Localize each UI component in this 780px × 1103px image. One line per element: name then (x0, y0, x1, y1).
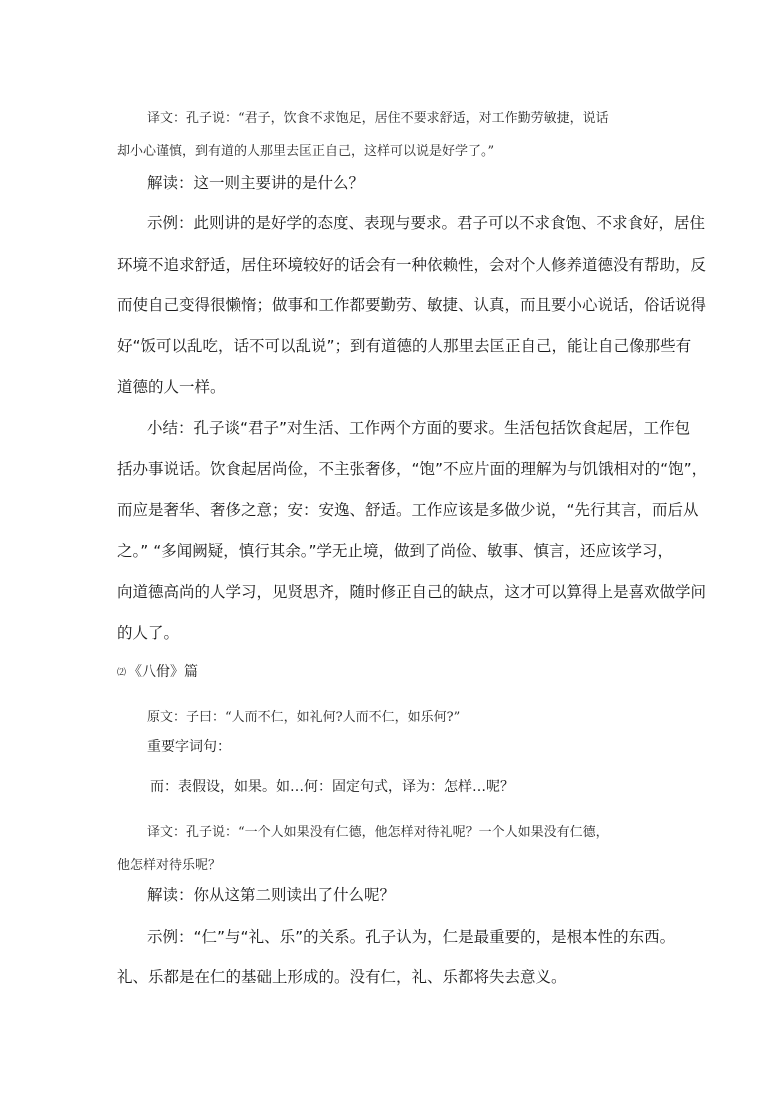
example-1-line-3: 而使自己变得很懒惰；做事和工作都要勤劳、敏捷、认真，而且要小心说话，俗话说得 (117, 296, 707, 314)
translation-1-line-2: 却小心谨慎，到有道的人那里去匡正自己，这样可以说是好学了。” (117, 144, 495, 159)
section-2-marker: ⑵ (117, 668, 127, 678)
example-1-line-5: 道德的人一样。 (117, 378, 226, 396)
summary-line-1: 小结：孔子谈“君子”对生活、工作两个方面的要求。生活包括饮食起居，工作包 (147, 419, 691, 437)
translation-2-line-1: 译文：孔子说：“一个人如果没有仁德，他怎样对待礼呢？一个人如果没有仁德， (147, 825, 609, 840)
summary-line-6: 的人了。 (117, 624, 180, 642)
translation-2-line-2: 他怎样对待乐呢？ (117, 858, 222, 873)
keywords-heading: 重要字词句： (147, 739, 231, 755)
example-2-line-2: 礼、乐都是在仁的基础上形成的。没有仁，礼、乐都将失去意义。 (117, 968, 567, 986)
translation-1-line-1: 译文：孔子说：“君子，饮食不求饱足，居住不要求舒适，对工作勤劳敏捷，说话 (147, 111, 609, 126)
summary-line-4: 之。” “多闻阙疑，慎行其余。”学无止境，做到了尚俭、敏事、慎言，还应该学习， (117, 542, 674, 560)
section-2-heading (117, 665, 198, 679)
example-1-line-1: 示例：此则讲的是好学的态度、表现与要求。君子可以不求食饱、不求食好，居住 (147, 214, 706, 232)
summary-line-5: 向道德高尚的人学习，见贤思齐，随时修正自己的缺点，这才可以算得上是喜欢做学问 (117, 583, 707, 601)
original-2-text: 原文：子曰：“人而不仁，如礼何?人而不仁，如乐何?” (147, 710, 461, 725)
summary-line-3: 而应是奢华、奢侈之意；安：安逸、舒适。工作应该是多做少说，“先行其言，而后从 (117, 501, 699, 519)
summary-line-2: 括办事说话。饮食起居尚俭，不主张奢侈，“饱”不应片面的理解为与饥饿相对的“饱”， (117, 460, 708, 478)
example-2-line-1: 示例：“仁”与“礼、乐”的关系。孔子认为，仁是最重要的，是根本性的东西。 (147, 928, 676, 946)
example-1-line-4: 好“饭可以乱吃，话不可以乱说”；到有道德的人那里去匡正自己，能让自己像那些有 (117, 337, 692, 355)
example-1-line-2: 环境不追求舒适，居住环境较好的话会有一种依赖性，会对个人修养道德没有帮助，反 (117, 256, 707, 274)
reading-1-question: 解读：这一则主要讲的是什么？ (147, 174, 365, 192)
keywords-item: 而：表假设，如果。如…何：固定句式，译为：怎样…呢？ (150, 779, 514, 795)
section-2-title: 《八佾》篇 (128, 664, 199, 680)
reading-2-question: 解读：你从这第二则读出了什么呢？ (147, 886, 396, 904)
